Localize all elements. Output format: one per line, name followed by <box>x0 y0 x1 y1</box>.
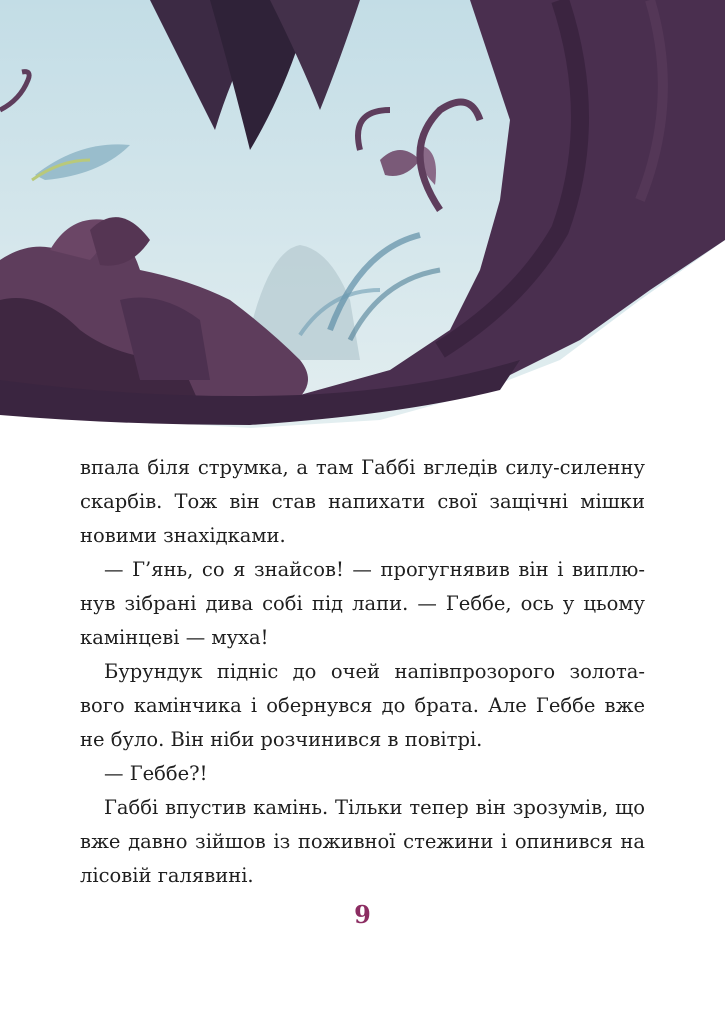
paragraph-3: Бурундук підніс до очей напівпрозорого золота- вого камінчика і обернувся до брата. Але Геббе вже не було. Він ніби розчинився в повітрі. <box>80 660 645 751</box>
page-number: 9 <box>354 900 371 929</box>
paragraph-5: Габбі впустив камінь. Тільки тепер він зрозумів, що вже давно зійшов із поживної стежини і опинився на лісовій галявині. <box>80 796 645 887</box>
forest-illustration <box>0 0 725 430</box>
paragraph-1: впала біля струмка, а там Габбі вгледів силу-силенну скарбів. Тож він став напихати свої защічні мішки новими знахідками. <box>80 456 645 547</box>
paragraph-2: — Г’янь, со я знайсов! — прогугнявив він і виплю- нув зібрані дива собі під лапи. — Геббе, ось у цьому камінцеві — муха! <box>80 558 645 649</box>
story-text <box>80 451 645 893</box>
paragraph-4: — Геббе?! <box>104 762 208 785</box>
forest-watercolor-icon <box>0 0 725 430</box>
